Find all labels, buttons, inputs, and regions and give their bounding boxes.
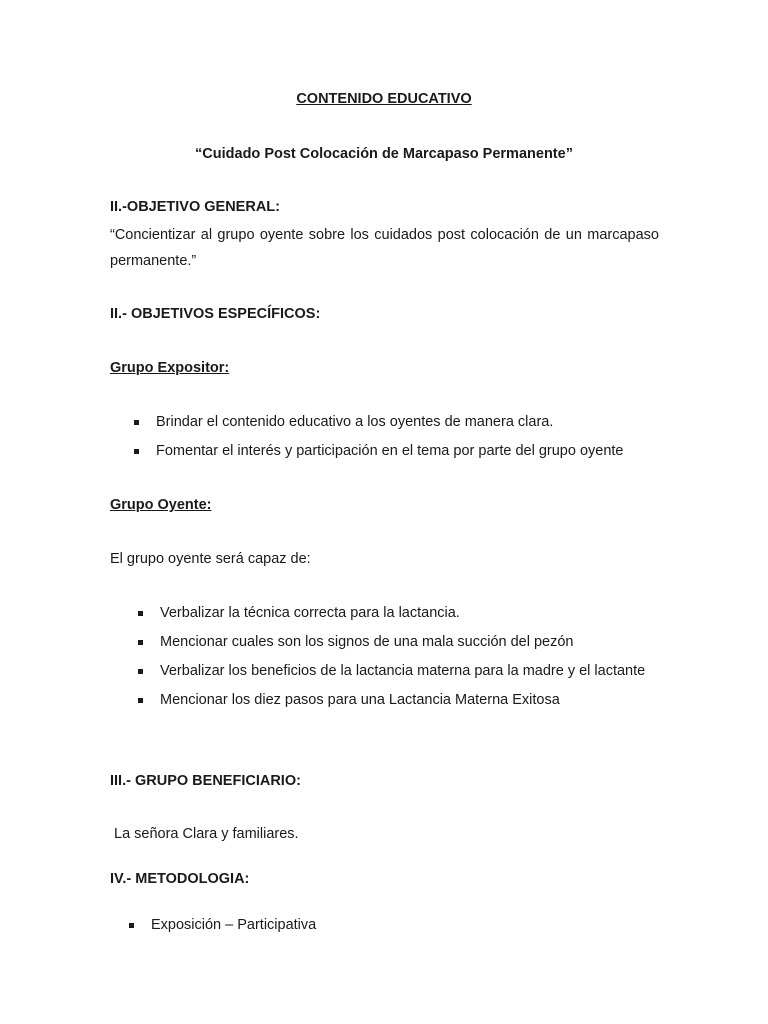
list-item-text: Verbalizar la técnica correcta para la lactancia. [160, 605, 460, 621]
general-objective-heading: II.-OBJETIVO GENERAL: [110, 199, 280, 215]
bullet-square-icon [138, 640, 143, 645]
list-item [151, 912, 659, 938]
list-item [156, 409, 659, 435]
list-item [160, 658, 659, 684]
list-item [160, 687, 659, 713]
list-item [160, 629, 659, 655]
bullet-square-icon [134, 420, 139, 425]
oyente-group-heading: Grupo Oyente: [110, 497, 212, 513]
list-item-text: Mencionar los diez pasos para una Lactancia Materna Exitosa [160, 692, 560, 708]
bullet-square-icon [134, 449, 139, 454]
specific-objectives-heading: II.- OBJETIVOS ESPECÍFICOS: [110, 306, 321, 322]
document-title: CONTENIDO EDUCATIVO [296, 91, 472, 107]
expositor-group-heading: Grupo Expositor: [110, 360, 230, 376]
bullet-square-icon [138, 611, 143, 616]
list-item-text: Verbalizar los beneficios de la lactancia materna para la madre y el lactante [160, 663, 646, 679]
beneficiary-text: La señora Clara y familiares. [114, 826, 299, 842]
bullet-square-icon [138, 669, 143, 674]
list-item [160, 600, 659, 626]
beneficiary-heading: III.- GRUPO BENEFICIARIO: [110, 773, 301, 789]
expositor-objectives-list [156, 409, 659, 464]
list-item-text: Fomentar el interés y participación en el tema por parte del grupo oyente [156, 443, 624, 459]
list-item-text: Mencionar cuales son los signos de una mala succión del pezón [160, 634, 574, 650]
oyente-objectives-list [160, 600, 659, 713]
general-objective-text: “Concientizar al grupo oyente sobre los cuidados post colocación de un marcapaso permanente.” [110, 227, 659, 269]
list-item-text: Brindar el contenido educativo a los oyentes de manera clara. [156, 414, 554, 430]
methodology-list [151, 912, 659, 938]
document-subtitle: “Cuidado Post Colocación de Marcapaso Permanente” [195, 146, 573, 162]
oyente-intro: El grupo oyente será capaz de: [110, 551, 311, 567]
list-item [156, 438, 659, 464]
bullet-square-icon [129, 923, 134, 928]
bullet-square-icon [138, 698, 143, 703]
list-item-text: Exposición – Participativa [151, 917, 317, 933]
methodology-heading: IV.- METODOLOGIA: [110, 871, 250, 887]
